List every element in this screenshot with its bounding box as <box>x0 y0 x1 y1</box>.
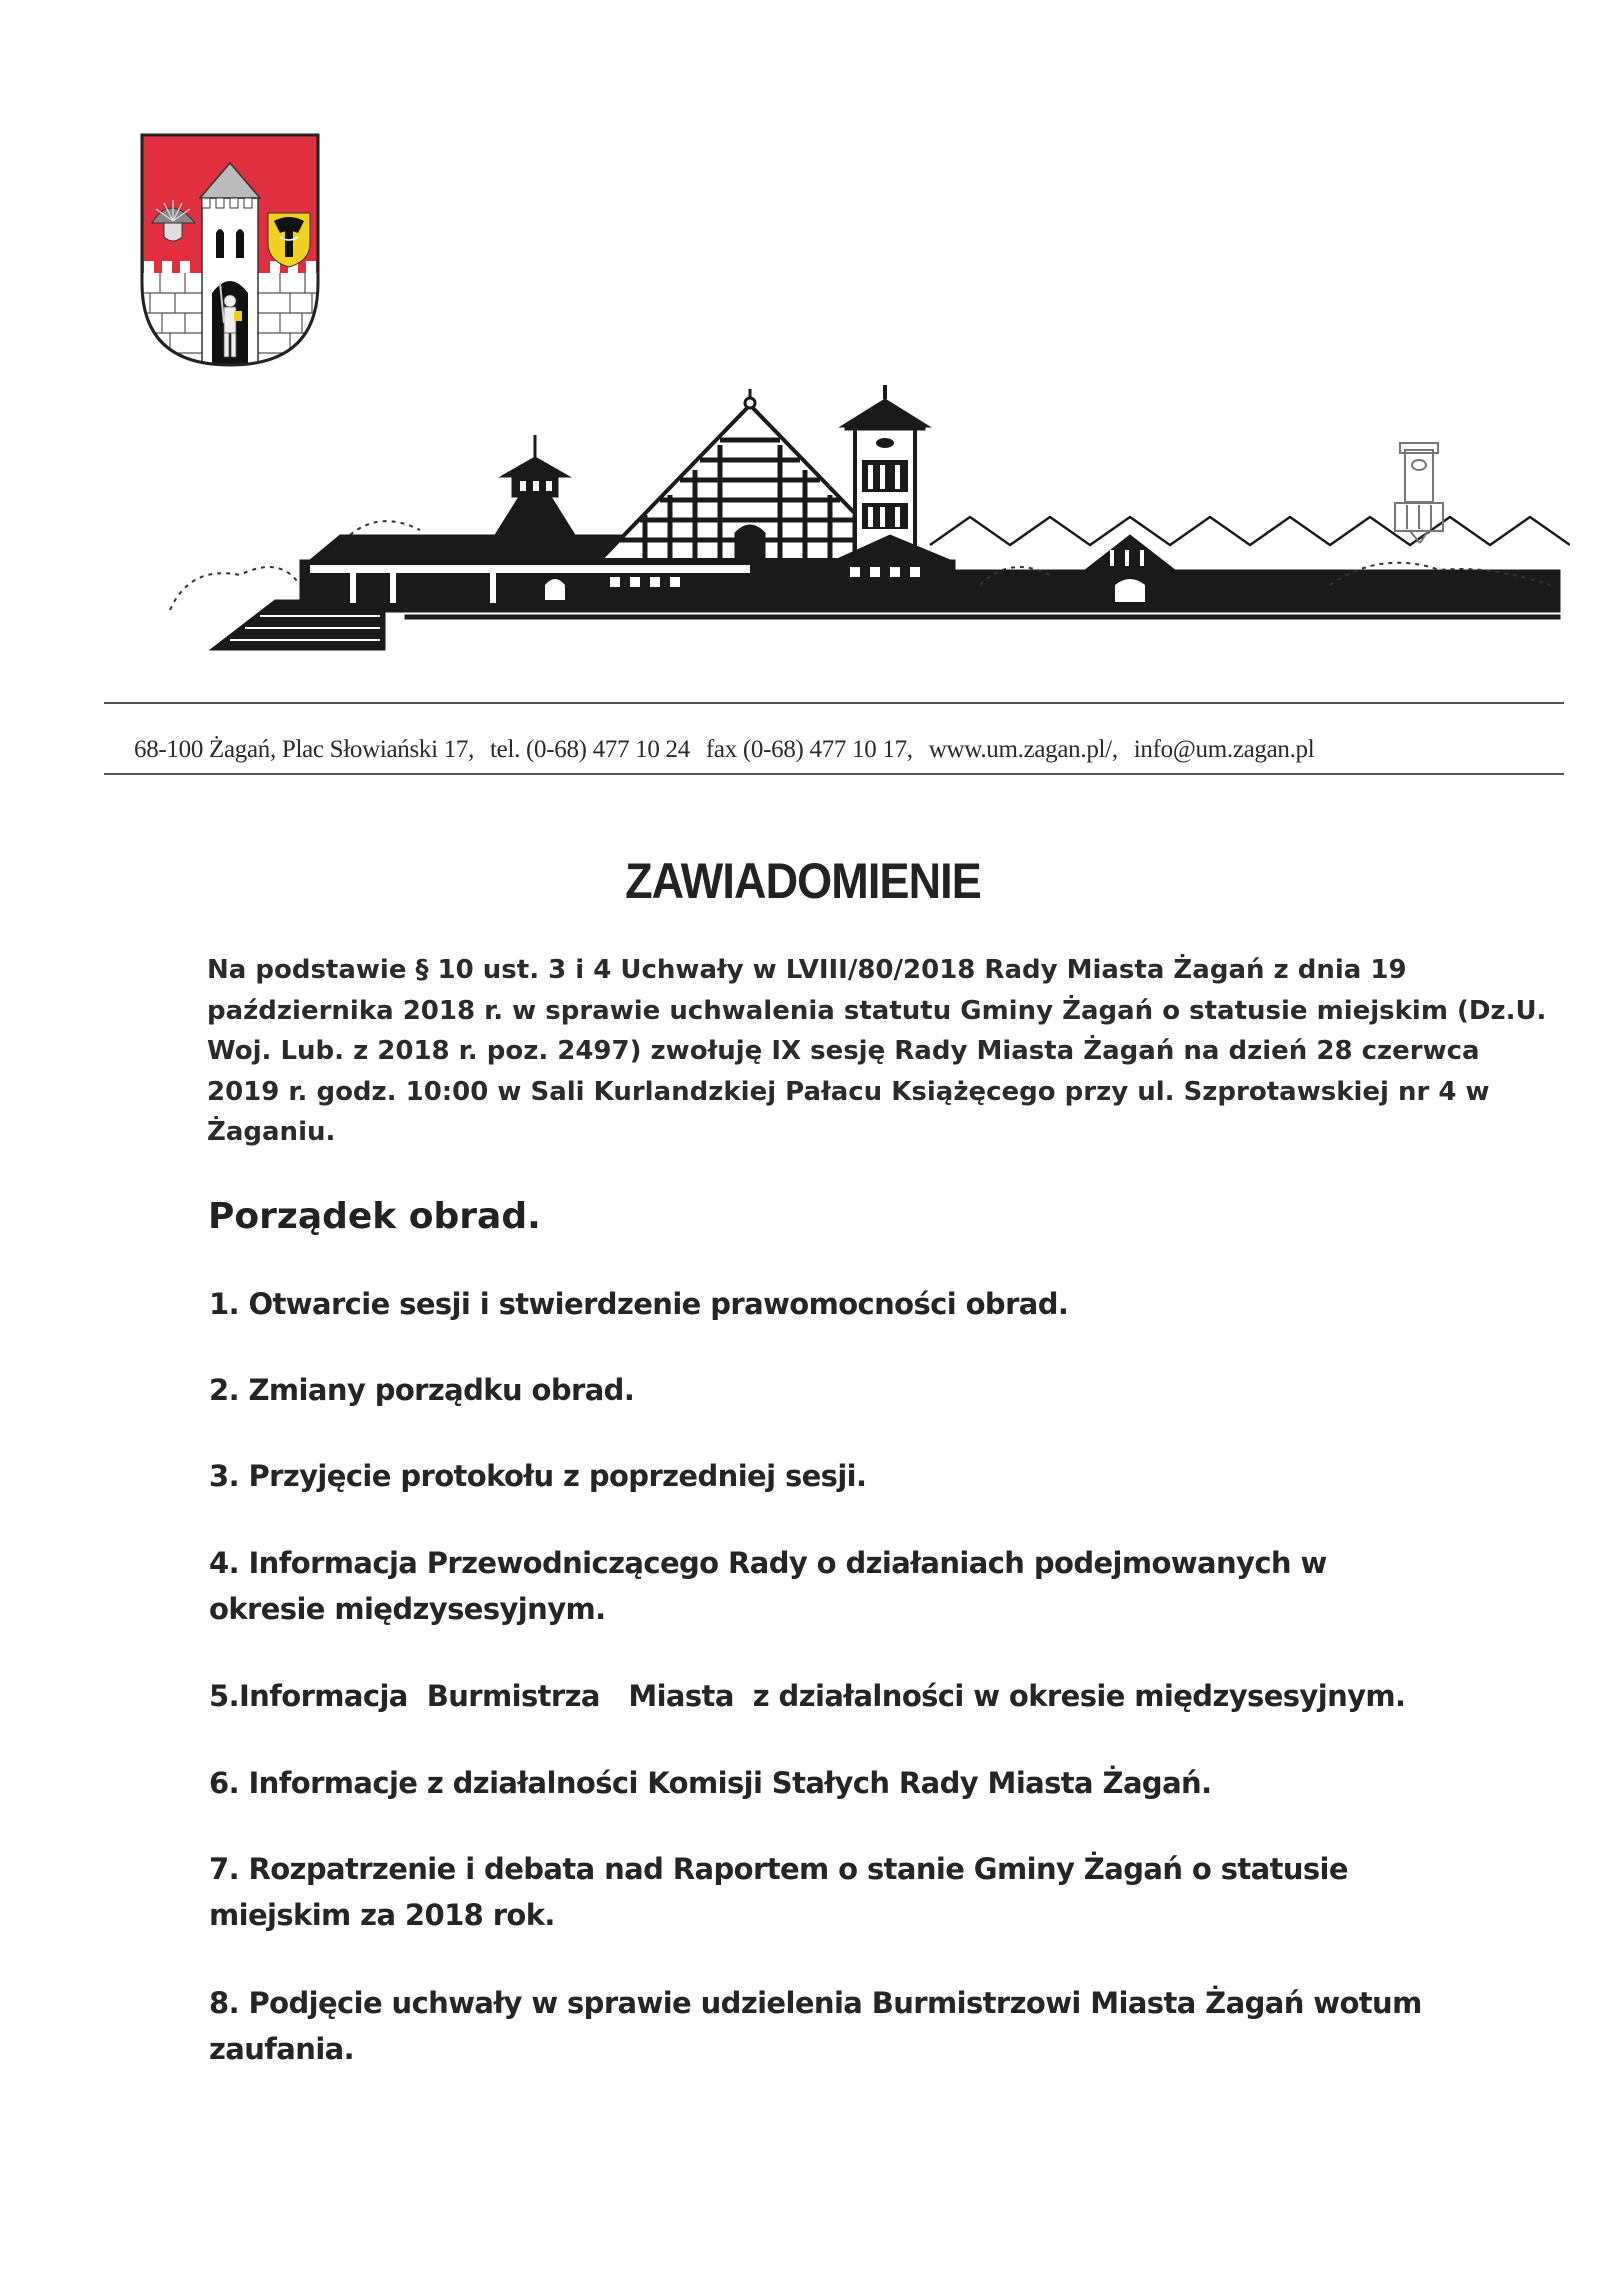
skyline-icon <box>150 385 1570 655</box>
intro-line: Żaganiu. <box>207 1117 336 1147</box>
intro-paragraph <box>207 950 1547 1153</box>
intro-line: Na podstawie § 10 ust. 3 i 4 Uchwały w LVIII/80/2018 Rady Miasta Żagań z dnia 19 <box>207 955 1407 985</box>
eagle-shield-icon <box>268 213 310 267</box>
agenda-item-text: miejskim za 2018 rok. <box>209 1898 555 1932</box>
agenda-item <box>209 1673 1469 1719</box>
agenda-item <box>209 1367 1469 1413</box>
letterhead-divider-top <box>104 702 1564 704</box>
intro-line: 2019 r. godz. 10:00 w Sali Kurlandzkiej Pałacu Książęcego przy ul. Szprotawskiej nr 4 w <box>207 1076 1490 1107</box>
agenda-item <box>209 1453 1469 1499</box>
contact-fax: fax (0-68) 477 10 17, <box>705 736 913 763</box>
contact-email-link[interactable]: info@um.zagan.pl <box>1133 736 1315 763</box>
agenda-item <box>209 1540 1469 1632</box>
agenda-item <box>209 1760 1469 1806</box>
agenda-item <box>209 1980 1469 2072</box>
intro-line: Woj. Lub. z 2018 r. poz. 2497) zwołuję IX sesję Rady Miasta Żagań na dzień 28 czerwca <box>207 1036 1480 1066</box>
contact-website-link[interactable]: www.um.zagan.pl/, <box>928 736 1118 763</box>
agenda-item-text: 8. Podjęcie uchwały w sprawie udzielenia Burmistrzowi Miasta Żagań wotum <box>209 1986 1422 2020</box>
agenda-item <box>209 1281 1469 1327</box>
town-skyline-illustration <box>150 385 1570 655</box>
contact-address: 68-100 Żagań, Plac Słowiański 17, <box>134 736 475 763</box>
agenda-item-text: okresie międzysesyjnym. <box>209 1592 606 1626</box>
agenda-item-text: zaufania. <box>209 2032 355 2066</box>
letterhead-divider-bottom <box>104 773 1564 775</box>
letterhead-contact <box>134 736 1434 764</box>
agenda-item <box>209 1846 1469 1938</box>
agenda-heading: Porządek obrad. <box>208 1196 541 1237</box>
contact-phone: tel. (0-68) 477 10 24 <box>490 736 690 763</box>
agenda-item-text: 5.Informacja Burmistrza Miasta z działalności w okresie międzysesyjnym. <box>209 1679 1406 1713</box>
agenda-item-text: 2. Zmiany porządku obrad. <box>209 1373 635 1407</box>
intro-line: października 2018 r. w sprawie uchwalenia statutu Gminy Żagań o statusie miejskim (Dz.U. <box>207 995 1547 1026</box>
coat-of-arms-icon <box>140 133 320 367</box>
agenda-item-text: 3. Przyjęcie protokołu z poprzedniej sesji. <box>209 1459 867 1493</box>
agenda-item-text: 1. Otwarcie sesji i stwierdzenie prawomocności obrad. <box>209 1287 1069 1321</box>
coat-of-arms-emblem <box>140 133 320 367</box>
agenda-item-text: 7. Rozpatrzenie i debata nad Raportem o stanie Gminy Żagań o statusie <box>209 1852 1348 1886</box>
agenda-item-text: 6. Informacje z działalności Komisji Stałych Rady Miasta Żagań. <box>209 1766 1212 1800</box>
agenda-item-text: 4. Informacja Przewodniczącego Rady o działaniach podejmowanych w <box>209 1546 1327 1580</box>
document-title: ZAWIADOMIENIE <box>625 853 981 909</box>
